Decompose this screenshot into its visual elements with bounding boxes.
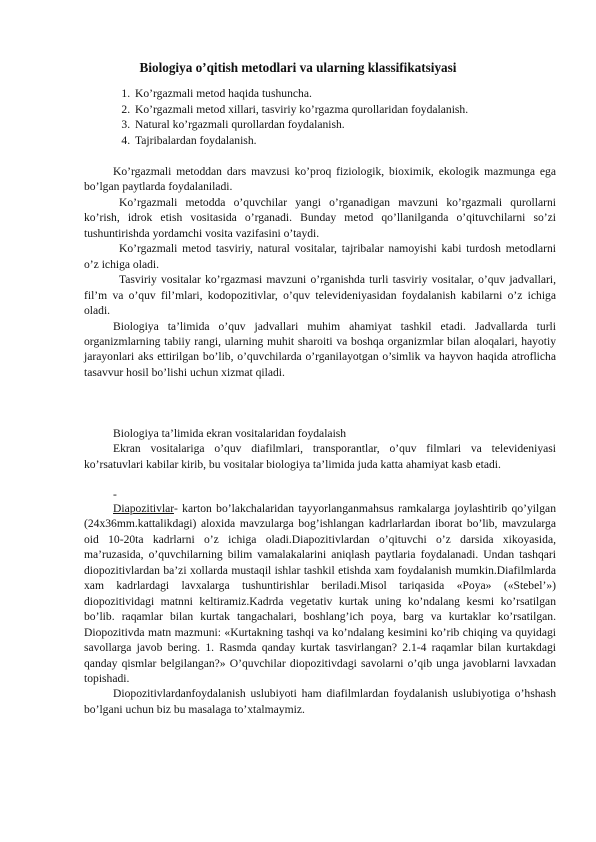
paragraph: Biologiya ta’limida o’quv jadvallari muhim ahamiyat tashkil etadi. Jadvallarda turli organizmlarning tabiiy rangi, ularning muhit sharoiti va boshqa organizmlar bilan aloqalari, hayotiy jarayonlari aks ettirilgan bo’lib, o’quvchilarda o’rganilayotgan o’simlik va hayvon haqida atroflicha tasavvur hosil bo’lishi uchun xizmat qiladi.	[84, 319, 556, 379]
document-title: Biologiya o’qitish metodlari va ularning klassifikatsiyasi	[139, 60, 457, 75]
screen-tools-section	[84, 426, 556, 472]
list-item: 2. Ko’rgazmali metod xillari, tasviriy ko’rgazma qurollaridan foydalanish.	[133, 102, 573, 118]
paragraph	[84, 501, 556, 686]
list-item: 1. Ko’rgazmali metod haqida tushuncha.	[133, 86, 573, 102]
visual-method-section	[84, 164, 556, 380]
goals-list	[113, 86, 573, 148]
paragraph-text: - karton bo’lakchalaridan tayyorlanganmahsus ramkalarga joylashtirib qo’yilgan (24x36mm.kattalikdagi) aloxida mavzularga bog’ishlangan kadrlarlardan iborat bo’lib, mavzularga oid 10-20ta kadrlarni o’z ichiga oladi.Diapozitivlardan o’qituvchi o’z darsida xikoyasida, ma’ruzasida, o’quvchilarning bilim vamalakalarini aniqlash paytlaria foydalanadi. Undan tashqari diopozitivlardan ba’zi xollarda mustaqil ishlar tashkil etishda xam foydalanish mumkin.Diafilmlarda xam kadrlardagi lavxalarga tushuntirishlar beriladi.Misol tariqasida «Poya» («Stebel’») diopozitividagi matnni keltiramiz.Kadrda vegetativ kurtak uning ko’ndalang kesmi ko’rsatilgan bo’lib. raqamlar bilan kurtak tangachalari, boshlang’ich poya, barg va kurtaklar ko’rsatilgan. Diopozitivda matn mazmuni: «Kurtakning tashqi va ko’ndalang kesimini ko’rib chiqing va quyidagi savollarga javob bering. 1. Rasmda qanday kurtak tasvirlangan? 2.1-4 raqamlar bilan kurtakdagi qanday qismlar belgilangan?» O’quvchilar diopozitivdagi savolarni o’qib unga javoblarni lavxadan topishadi.	[84, 502, 556, 685]
list-item: 3. Natural ko’rgazmali qurollardan foydalanish.	[133, 117, 573, 133]
paragraph: Tasviriy vositalar ko’rgazmasi mavzuni o’rganishda turli tasviriy vositalar, o’quv jadvallari, fil’m va o’quv fil’mlari, kodopozitivlar, o’quv televideniyasidan foydalanish kabilarni o’z ichiga oladi.	[84, 273, 556, 318]
paragraph: Ko’rgazmali metoddan dars mavzusi ko’proq fiziologik, bioximik, ekologik mazmunga ega bo’lgan paytlarda foydalaniladi.	[84, 165, 556, 194]
paragraph: Ko’rgazmali metod tasviriy, natural vositalar, tajribalar namoyishi kabi turdosh metodlarni o’z ichiga oladi.	[84, 242, 556, 271]
diapositives-section	[84, 488, 556, 717]
section-heading: Biologiya ta’limida ekran vositalaridan foydalaish	[113, 427, 347, 440]
stray-mark: -	[113, 488, 117, 501]
paragraph: Ko’rgazmali metodda o’quvchilar yangi o’rganadigan mavzuni ko’rgazmali qurollarni ko’rish, idrok etish vositasida o’rganadi. Bunday metod qo’llanilganda o’qituvchilarni so’zi tushuntirishda yordamchi vosita vazifasini o’taydi.	[84, 195, 556, 240]
paragraph: Diopozitivlardanfoydalanish uslubiyoti ham diafilmlardan foydalanish uslubiyotiga o’hshash bo’lgani uchun biz bu masalaga to’xtalmaymiz.	[84, 687, 556, 716]
term-diapozitivlar: Diapozitivlar	[113, 502, 174, 515]
list-item: 4. Tajribalardan foydalanish.	[133, 133, 573, 149]
paragraph: Ekran vositalariga o’quv diafilmlari, transporantlar, o’quv filmlari va televideniyasi ko’rsatuvlari kabilar kirib, bu vositalar biologiya ta’limida juda katta ahamiyat kasb etadi.	[84, 442, 556, 471]
